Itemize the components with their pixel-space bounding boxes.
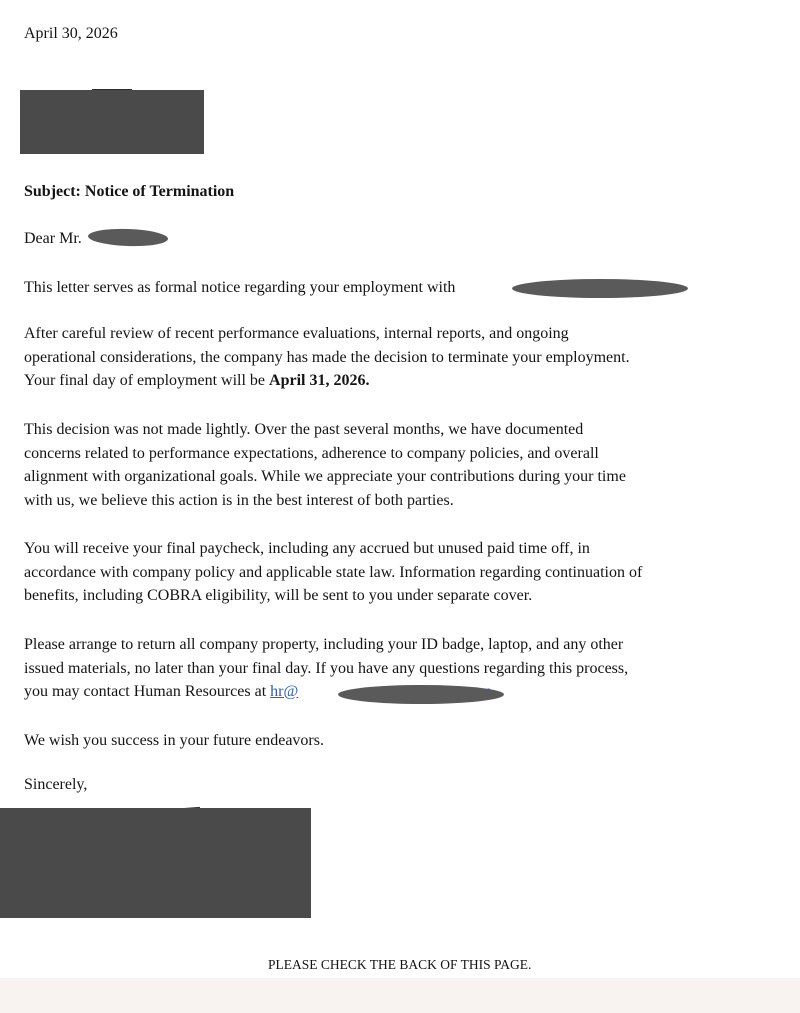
redaction-box-recipient xyxy=(20,90,204,154)
reason-paragraph: This decision was not made lightly. Over the past several months, we have documented concerns related to performance expectations, adherence to company policies, and overall alignment with organizational goals. While we appreciate your contributions during your time with us, we believe this action is in the best interest of both parties. xyxy=(24,421,626,509)
salutation-text: Dear Mr. xyxy=(24,230,82,247)
redaction-company-name xyxy=(512,279,688,298)
intro-text: This letter serves as formal notice regarding your employment with xyxy=(24,279,456,296)
salutation xyxy=(24,227,82,251)
hr-email-link[interactable]: hr@ xyxy=(270,683,299,700)
letter-date: April 30, 2026 xyxy=(24,25,118,42)
final-day-date: April 31, 2026. xyxy=(269,372,370,389)
paycheck-paragraph: You will receive your final paycheck, including any accrued but unused paid time off, in accordance with company policy and applicable state law. Information regarding continuation of benefits, including COBRA eligibility, will be sent to you under separate cover. xyxy=(24,540,643,604)
subject-line: Subject: Notice of Termination xyxy=(24,183,235,200)
decision-paragraph: After careful review of recent performance evaluations, internal reports, and ongoing operational considerations, the company has made the decision to terminate your employment. Your final day of employment will be April 31, 2026. xyxy=(24,325,630,389)
closing-wish: We wish you success in your future endeavors. xyxy=(24,732,324,749)
property-return-paragraph: Please arrange to return all company property, including your ID badge, laptop, and any other issued materials, no later than your final day. If you have any questions regarding this process, you may contact Human Resources at hr@ xyxy=(24,636,629,700)
redaction-name xyxy=(88,228,169,248)
signoff: Sincerely, xyxy=(24,776,88,793)
redaction-email-domain xyxy=(338,685,504,704)
redaction-box-signature xyxy=(0,808,311,918)
footer-note: PLEASE CHECK THE BACK OF THIS PAGE. xyxy=(268,957,532,972)
